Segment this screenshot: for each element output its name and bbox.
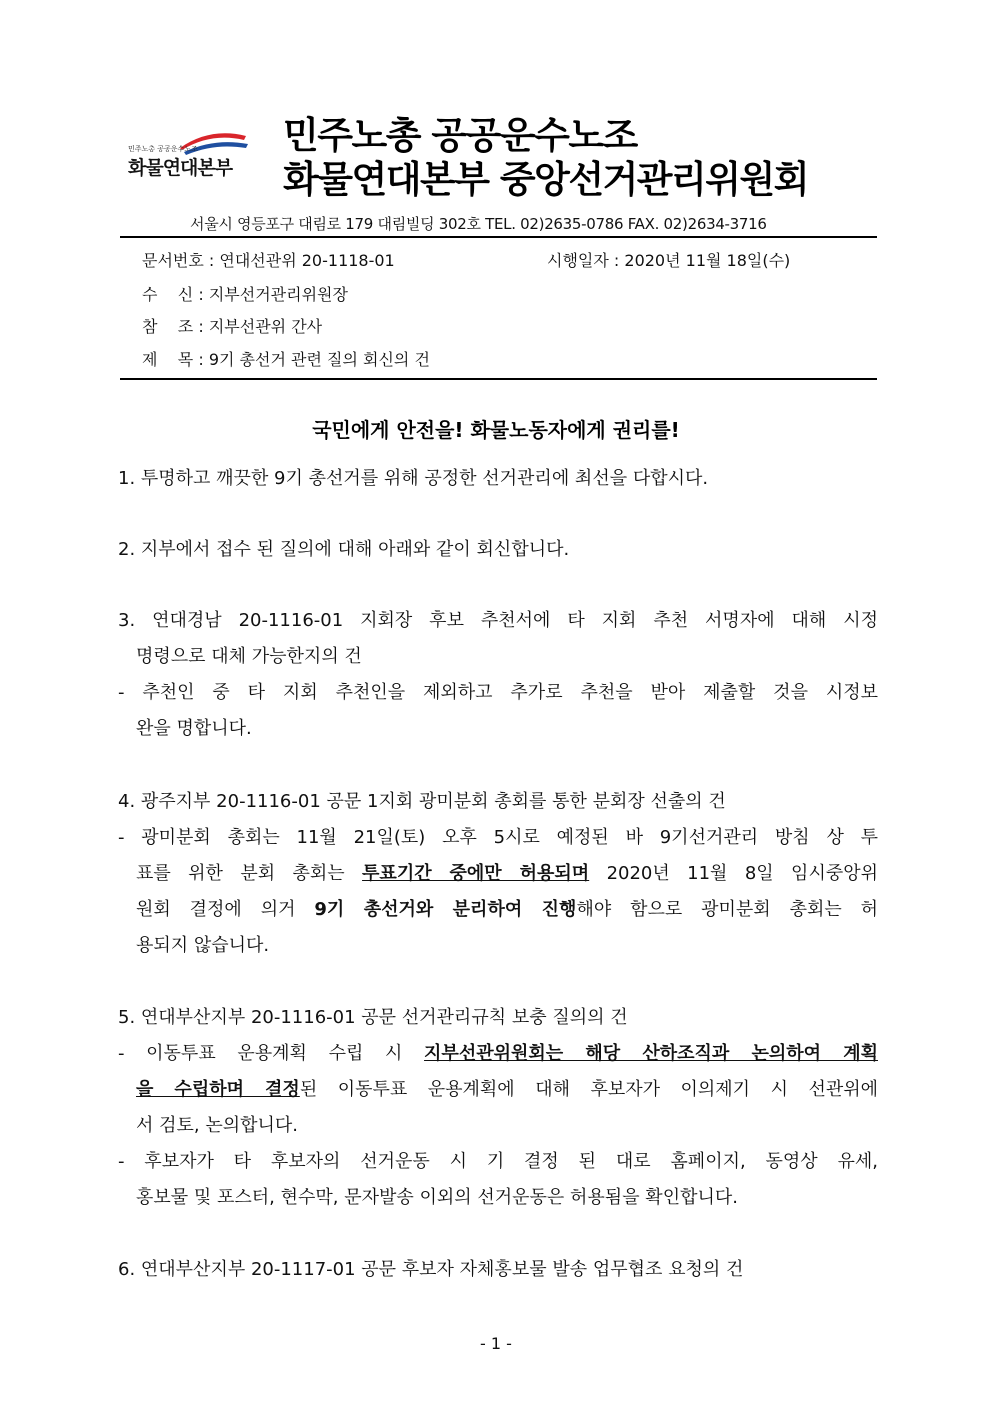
item-5-answer1-line1 xyxy=(118,1036,878,1072)
slogan: 국민에게 안전을! 화물노동자에게 권리를! xyxy=(312,418,680,442)
subject-label: 제 목 xyxy=(142,350,194,369)
item-5-answer1-line2 xyxy=(118,1072,878,1108)
item-6 xyxy=(118,1252,878,1288)
item-5-answer2-line1: - 후보자가 타 후보자의 선거운동 시 기 결정 된 대로 홈페이지, 동영상 유세, xyxy=(118,1151,878,1172)
item-4-answer-line4: 용되지 않습니다. xyxy=(136,935,270,956)
header-title-line1: 민주노총 공공운수노조 xyxy=(283,114,637,157)
item-4-answer-line3 xyxy=(118,892,878,928)
logo-main-text: 화물연대본부 xyxy=(128,157,233,179)
item-2-text: 2. 지부에서 접수 된 질의에 대해 아래와 같이 회신합니다. xyxy=(118,539,570,560)
item-5-answer1-line3: 서 검토, 논의합니다. xyxy=(136,1115,298,1136)
item-1 xyxy=(118,461,878,497)
item-4-answer-line3-a: 원회 결정에 의거 xyxy=(136,899,315,920)
item-5 xyxy=(118,1000,878,1216)
page-number: - 1 - xyxy=(480,1334,512,1353)
recipient-row xyxy=(142,282,348,305)
item-4-answer-line2-c: 2020년 11월 8일 임시중앙위 xyxy=(589,863,878,884)
item-3-answer-line2: 완을 명합니다. xyxy=(136,718,252,739)
recipient-label: 수 신 xyxy=(142,285,194,304)
item-3-line1: 3. 연대경남 20-1116-01 지회장 후보 추천서에 타 지회 추천 서명자에 대해 시정 xyxy=(118,610,878,631)
item-4-line1: 4. 광주지부 20-1116-01 공문 1지회 광미분회 총회를 통한 분회장 선출의 건 xyxy=(118,791,726,812)
item-3-answer-line1: - 추천인 중 타 지회 추천인을 제외하고 추가로 추천을 받아 제출할 것을 시정보 xyxy=(118,682,878,703)
item-4-emphasis-voting-period: 투표기간 중에만 허용되며 xyxy=(362,863,590,884)
header-divider xyxy=(120,236,877,238)
item-3 xyxy=(118,603,878,747)
item-2 xyxy=(118,532,878,568)
item-4-answer-line3-c: 해야 함으로 광미분회 총회는 허 xyxy=(576,899,878,920)
union-logo xyxy=(122,126,254,182)
meta-divider xyxy=(120,378,877,380)
logo-small-text: 민주노총 공공운수노조 xyxy=(128,145,198,153)
item-1-text: 1. 투명하고 깨끗한 9기 총선거를 위해 공정한 선거관리에 최선을 다합시다. xyxy=(118,468,709,489)
item-4-answer-line2-a: 표를 위한 분회 총회는 xyxy=(136,863,363,884)
item-4 xyxy=(118,784,878,964)
doc-number: 문서번호 : 연대선관위 20-1118-01 xyxy=(142,251,395,270)
item-4-answer-line2 xyxy=(118,856,878,892)
item-5-answer1-line1-a: - 이동투표 운용계획 수립 시 xyxy=(118,1043,425,1064)
item-5-line1: 5. 연대부산지부 20-1116-01 공문 선거관리규칙 보충 질의의 건 xyxy=(118,1007,628,1028)
reference-label: 참 조 xyxy=(142,317,194,336)
header-address: 서울시 영등포구 대림로 179 대림빌딩 302호 TEL. 02)2635-0786 FAX. 02)2634-3716 xyxy=(190,215,767,233)
subject-row xyxy=(142,347,430,370)
header-title-line2: 화물연대본부 중앙선거관리위원회 xyxy=(283,158,809,201)
item-5-answer1-line2-b: 된 이동투표 운용계획에 대해 후보자가 이의제기 시 선관위에 xyxy=(299,1079,879,1100)
item-3-line2: 명령으로 대체 가능한지의 건 xyxy=(136,646,362,667)
item-4-emphasis-separate: 9기 총선거와 분리하여 진행 xyxy=(314,899,577,920)
issue-date: 시행일자 : 2020년 11월 18일(수) xyxy=(547,251,791,270)
item-6-line1: 6. 연대부산지부 20-1117-01 공문 후보자 자체홍보물 발송 업무협조 요청의 건 xyxy=(118,1259,744,1280)
item-5-emphasis-committee: 지부선관위원회는 해당 산하조직과 논의하여 계획 xyxy=(424,1043,878,1064)
item-4-answer-line1: - 광미분회 총회는 11월 21일(토) 오후 5시로 예정된 바 9기선거관리 방침 상 투 xyxy=(118,827,878,848)
recipient-value: : 지부선거관리위원장 xyxy=(193,285,348,304)
reference-row xyxy=(142,314,322,337)
item-5-answer2-line2: 홍보물 및 포스터, 현수막, 문자발송 이외의 선거운동은 허용됨을 확인합니다. xyxy=(136,1187,738,1208)
subject-value: : 9기 총선거 관련 질의 회신의 건 xyxy=(193,350,430,369)
reference-value: : 지부선관위 간사 xyxy=(193,317,323,336)
item-5-emphasis-decision: 을 수립하며 결정 xyxy=(136,1079,300,1100)
